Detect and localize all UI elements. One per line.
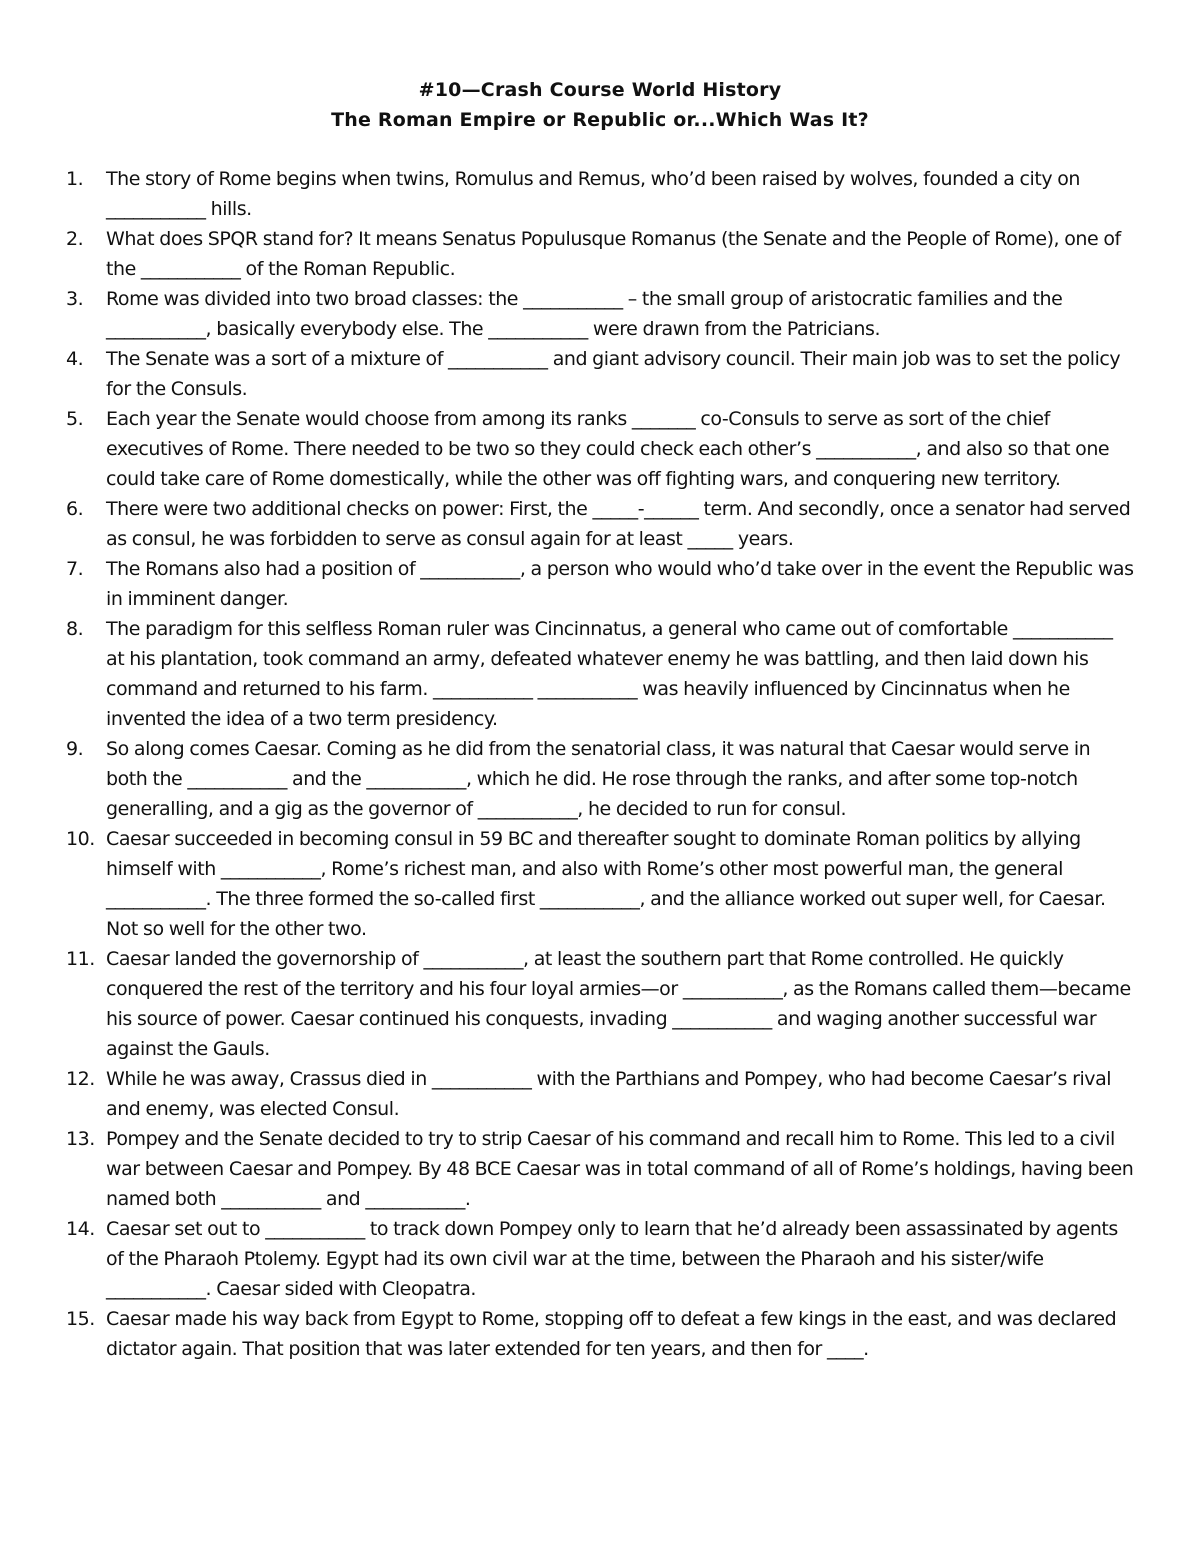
question-item-11 [66, 944, 1134, 1064]
worksheet-subtitle: The Roman Empire or Republic or...Which Was It? [331, 109, 869, 131]
question-item-9 [66, 734, 1134, 824]
question-number: 9. [66, 738, 84, 760]
question-item-5 [66, 404, 1134, 494]
question-number: 4. [66, 348, 84, 370]
question-number: 12. [66, 1068, 95, 1090]
question-text: Caesar succeeded in becoming consul in 59 BC and thereafter sought to dominate Roman politics by allying himself with ___________, Rome’s richest man, and also with Rome’s other most powerful man, the general ___________. The three formed the so-called first ___________, and the alliance worked out super well, for Caesar. Not so well for the other two. [106, 828, 1106, 940]
question-text: Caesar made his way back from Egypt to Rome, stopping off to defeat a few kings in the east, and was declared dictator again. That position that was later extended for ten years, and then for ____. [106, 1308, 1117, 1360]
question-text: Rome was divided into two broad classes: the ___________ – the small group of aristocratic families and the ___________, basically everybody else. The ___________ were drawn from the Patricians. [106, 288, 1063, 340]
question-item-12 [66, 1064, 1134, 1124]
question-text: Each year the Senate would choose from among its ranks _______ co-Consuls to serve as sort of the chief executives of Rome. There needed to be two so they could check each other’s ___________, and also so that one could take care of Rome domestically, while the other was off fighting wars, and conquering new territory. [106, 408, 1110, 490]
question-text: Caesar set out to ___________ to track down Pompey only to learn that he’d already been assassinated by agents of the Pharaoh Ptolemy. Egypt had its own civil war at the time, between the Pharaoh and his sister/wife ___________. Caesar sided with Cleopatra. [106, 1218, 1118, 1300]
question-item-13 [66, 1124, 1134, 1214]
question-text: Caesar landed the governorship of ___________, at least the southern part that Rome controlled. He quickly conquered the rest of the territory and his four loyal armies—or ___________, as the Romans called them—became his source of power. Caesar continued his conquests, invading ___________ and waging another successful war against the Gauls. [106, 948, 1131, 1060]
question-number: 8. [66, 618, 84, 640]
worksheet-title: #10—Crash Course World History [418, 79, 782, 101]
question-text: Pompey and the Senate decided to try to strip Caesar of his command and recall him to Rome. This led to a civil war between Caesar and Pompey. By 48 BCE Caesar was in total command of all of Rome’s holdings, having been named both ___________ and ___________. [106, 1128, 1134, 1210]
question-text: The paradigm for this selfless Roman ruler was Cincinnatus, a general who came out of comfortable ___________ at his plantation, took command an army, defeated whatever enemy he was battling, and then laid down his command and returned to his farm. ___________ ___________ was heavily influenced by Cincinnatus when he invented the idea of a two term presidency. [106, 618, 1113, 730]
question-number: 5. [66, 408, 84, 430]
question-number: 13. [66, 1128, 95, 1150]
question-item-6 [66, 494, 1134, 554]
question-item-10 [66, 824, 1134, 944]
question-text: The Romans also had a position of ___________, a person who would who’d take over in the event the Republic was in imminent danger. [106, 558, 1134, 610]
question-number: 1. [66, 168, 84, 190]
question-text: The Senate was a sort of a mixture of ___________ and giant advisory council. Their main job was to set the policy for the Consuls. [106, 348, 1121, 400]
question-item-3 [66, 284, 1134, 344]
question-text: While he was away, Crassus died in ___________ with the Parthians and Pompey, who had become Caesar’s rival and enemy, was elected Consul. [106, 1068, 1112, 1120]
question-number: 3. [66, 288, 84, 310]
question-number: 14. [66, 1218, 95, 1240]
question-item-15 [66, 1304, 1134, 1364]
question-list [66, 164, 1134, 1364]
question-item-4 [66, 344, 1134, 404]
question-number: 6. [66, 498, 84, 520]
question-number: 2. [66, 228, 84, 250]
question-number: 15. [66, 1308, 95, 1330]
question-text: There were two additional checks on power: First, the _____-______ term. And secondly, once a senator had served as consul, he was forbidden to serve as consul again for at least _____ years. [106, 498, 1131, 550]
question-number: 10. [66, 828, 95, 850]
question-text: The story of Rome begins when twins, Romulus and Remus, who’d been raised by wolves, founded a city on ___________ hills. [106, 168, 1080, 220]
question-item-2 [66, 224, 1134, 284]
question-item-7 [66, 554, 1134, 614]
question-text: What does SPQR stand for? It means Senatus Populusque Romanus (the Senate and the People of Rome), one of the ___________ of the Roman Republic. [106, 228, 1121, 280]
question-number: 11. [66, 948, 95, 970]
question-text: So along comes Caesar. Coming as he did from the senatorial class, it was natural that Caesar would serve in both the ___________ and the ___________, which he did. He rose through the ranks, and after some top-notch generalling, and a gig as the governor of ___________, he decided to run for consul. [106, 738, 1091, 820]
question-number: 7. [66, 558, 84, 580]
question-item-8 [66, 614, 1134, 734]
worksheet-header [0, 75, 1200, 135]
question-item-1 [66, 164, 1134, 224]
question-item-14 [66, 1214, 1134, 1304]
